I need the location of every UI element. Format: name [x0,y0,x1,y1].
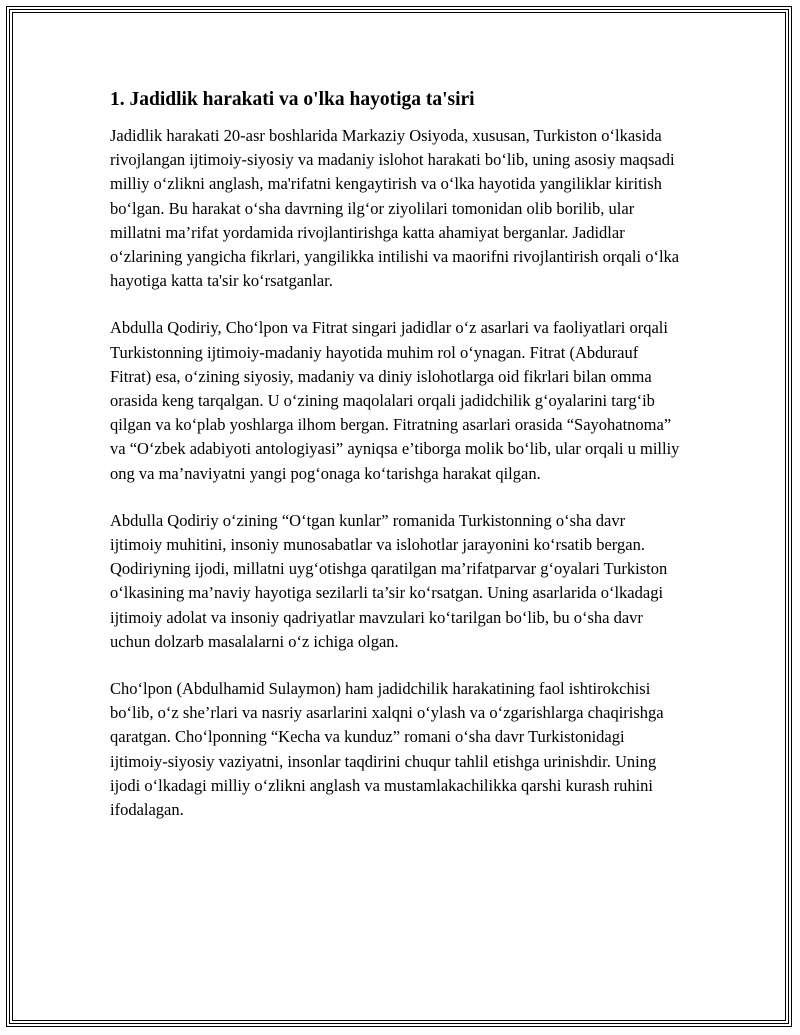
paragraph-2: Abdulla Qodiriy, Cho‘lpon va Fitrat singari jadidlar o‘z asarlari va faoliyatlari orqali Turkistonning ijtimoiy-madaniy hayotida muhim rol o‘ynagan. Fitrat (Abdurauf Fitrat) esa, o‘zining siyosiy, madaniy va diniy islohotlarga oid fikrlari bilan omma orasida keng tarqalgan. U o‘zining maqolalari orqali jadidchilik g‘oyalarini targ‘ib qilgan va ko‘plab yoshlarga ilhom bergan. Fitratning asarlari orasida “Sayohatnoma” va “O‘zbek adabiyoti antologiyasi” ayniqsa e’tiborga molik bo‘lib, ular orqali u milliy ong va ma’naviyatni yangi pog‘onaga ko‘tarishga harakat qilgan. [110,318,680,483]
document-body [110,88,680,845]
paragraph-4: Cho‘lpon (Abdulhamid Sulaymon) ham jadidchilik harakatining faol ishtirokchisi bo‘lib, o‘z she’rlari va nasriy asarlarini xalqni o‘ylash va o‘zgarishlarga chaqirishga qaratgan. Cho‘lponning “Kecha va kunduz” romani o‘sha davr Turkistonidagi ijtimoiy-siyosiy vaziyatni, insonlar taqdirini chuqur tahlil etishga urinishdir. Uning ijodi o‘lkadagi milliy o‘zlikni anglash va mustamlakachilikka qarshi kurash ruhini ifodalagan. [110,679,664,820]
paragraph-3: Abdulla Qodiriy o‘zining “O‘tgan kunlar” romanida Turkistonning o‘sha davr ijtimoiy muhitini, insoniy munosabatlar va islohotlar jarayonini ko‘rsatib bergan. Qodiriyning ijodi, millatni uyg‘otishga qaratilgan ma’rifatparvar g‘oyalari Turkiston o‘lkasining ma’naviy hayotiga sezilarli ta’sir ko‘rsatgan. Uning asarlarida o‘lkadagi ijtimoiy adolat va insoniy qadriyatlar mavzulari ko‘tarilgan bo‘lib, bu o‘sha davr uchun dolzarb masalalarni o‘z ichiga olgan. [110,510,668,651]
section-heading: 1. Jadidlik harakati va o'lka hayotiga ta'siri [110,89,475,110]
paragraph-1: Jadidlik harakati 20-asr boshlarida Markaziy Osiyoda, xususan, Turkiston o‘lkasida rivojlangan ijtimoiy-siyosiy va madaniy islohot harakati bo‘lib, uning asosiy maqsadi milliy o‘zlikni anglash, ma'rifatni kengaytirish va o‘lka hayotida yangiliklar kiritish bo‘lgan. Bu harakat o‘sha davrning ilg‘or ziyolilari tomonidan olib borilib, ular millatni ma’rifat yordamida rivojlantirishga katta ahamiyat berganlar. Jadidlar o‘zlarining yangicha fikrlari, yangilikka intilishi va maorifni rivojlantirish orqali o‘lka hayotiga katta ta'sir ko‘rsatganlar. [110,126,680,291]
